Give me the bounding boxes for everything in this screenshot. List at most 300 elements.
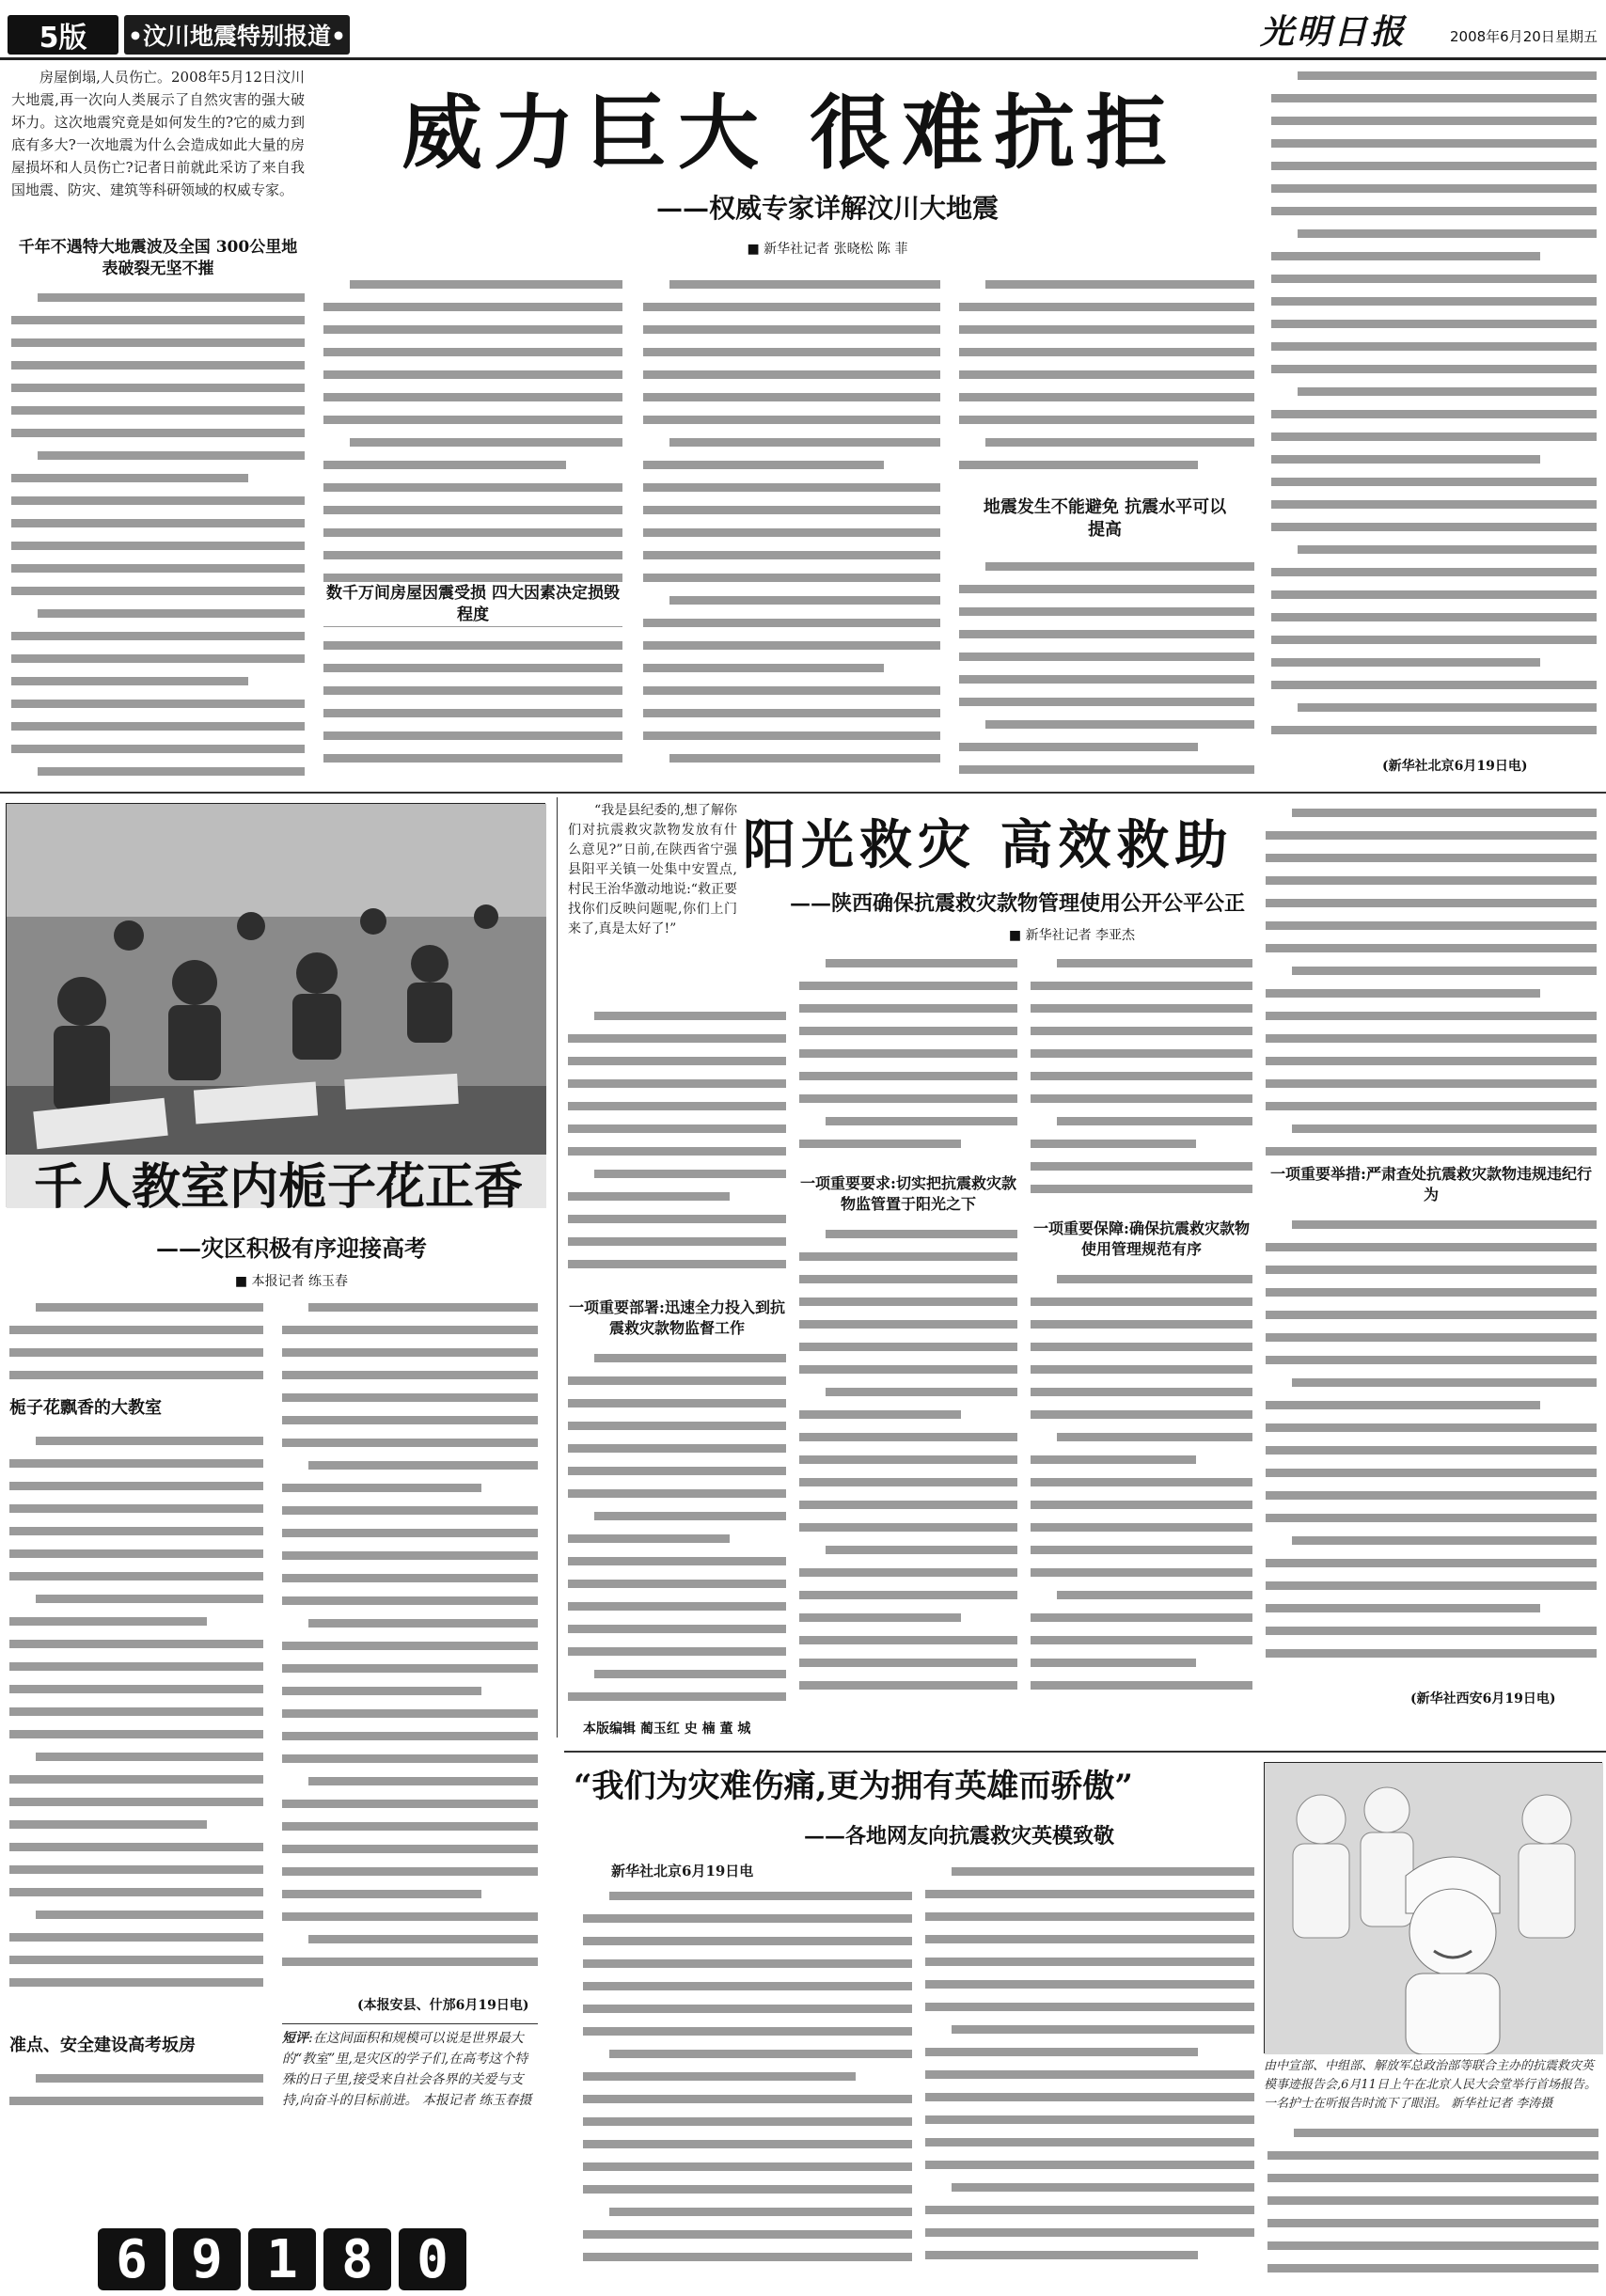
text-line (1031, 1109, 1252, 1132)
text-line (959, 453, 1254, 476)
article-2-intro-text: “我是县纪委的,想了解你们对抗震救灾款物发放有什么意见?”日前,在陕西省宁强县阳平关镇一处集中安置点,村民王治华激动地说:“救正要找你们反映问题呢,你们上门来了,真是太好了!” (568, 803, 737, 936)
text-line (568, 1252, 786, 1275)
text-line (9, 1700, 263, 1722)
text-line (959, 408, 1254, 431)
text-line (9, 1587, 263, 1610)
text-line (568, 1685, 786, 1707)
text-line (568, 1207, 786, 1230)
text-lines (799, 1222, 1017, 1696)
text-line (1031, 1606, 1252, 1628)
text-line (323, 295, 622, 318)
article-4 (564, 1756, 1606, 2296)
text-line (568, 1140, 786, 1162)
text-line (9, 1790, 263, 1813)
text-line (1031, 1516, 1252, 1538)
text-line (799, 1064, 1017, 1087)
text-line (1271, 628, 1597, 651)
text-line (9, 1745, 263, 1768)
text-line (959, 622, 1254, 645)
text-line (799, 1109, 1017, 1132)
serial-digit: 9 (173, 2228, 241, 2290)
text-line (568, 1617, 786, 1640)
text-line (568, 1117, 786, 1140)
text-line (643, 724, 940, 747)
text-line (282, 1431, 538, 1454)
text-line (1031, 1561, 1252, 1583)
text-line (643, 656, 940, 679)
text-line (799, 1538, 1017, 1561)
text-line (568, 1527, 786, 1549)
article-1-column-5 (1271, 64, 1597, 750)
text-line (799, 1493, 1017, 1516)
issue-weekday: 星期五 (1555, 28, 1598, 45)
text-line (1031, 1155, 1252, 1177)
text-line (1271, 673, 1597, 696)
text-line (643, 408, 940, 431)
text-line (959, 735, 1254, 758)
text-line (9, 1296, 263, 1318)
text-line (9, 1677, 263, 1700)
text-line (1271, 380, 1597, 402)
text-line (568, 1662, 786, 1685)
text-line (1031, 1019, 1252, 1042)
nurse-photo (1264, 1762, 1602, 2053)
text-line (583, 1929, 912, 1952)
text-line (799, 1403, 1017, 1425)
text-line (583, 1907, 912, 1929)
text-line (1031, 1448, 1252, 1470)
text-lines (9, 1429, 263, 1993)
article-3-closing: (本报安县、什邡6月19日电) (357, 1998, 529, 2013)
text-line (282, 1341, 538, 1363)
text-lines (959, 555, 1254, 780)
text-line (1271, 199, 1597, 222)
serial-digit: 0 (399, 2228, 466, 2290)
text-line (643, 679, 940, 701)
article-4-photo-caption (1264, 2057, 1602, 2117)
text-lines (1271, 64, 1597, 741)
serial-digit: 6 (98, 2228, 165, 2290)
text-line (1266, 1642, 1597, 1664)
text-line (959, 318, 1254, 340)
article-2-headline: 阳光救灾 高效救助 (743, 814, 1234, 876)
text-line (568, 1459, 786, 1482)
text-line (925, 2108, 1254, 2131)
text-line (643, 340, 940, 363)
text-line (959, 431, 1254, 453)
text-line (1031, 1538, 1252, 1561)
text-line (1266, 1371, 1597, 1393)
text-line (959, 668, 1254, 690)
text-line (643, 453, 940, 476)
text-line (9, 1363, 263, 1386)
article-1-column-4 (959, 273, 1254, 491)
text-line (799, 1019, 1017, 1042)
text-line (1266, 1393, 1597, 1416)
text-line (1267, 2121, 1598, 2144)
text-line (643, 747, 940, 769)
text-line (1266, 891, 1597, 914)
text-line (323, 318, 622, 340)
text-line (1266, 1049, 1597, 1072)
text-line (1266, 1439, 1597, 1461)
text-line (568, 1004, 786, 1027)
text-line (1271, 651, 1597, 673)
article-2-intro (568, 801, 737, 999)
text-line (1271, 64, 1597, 86)
text-line (568, 1595, 786, 1617)
text-line (1266, 1281, 1597, 1303)
text-line (583, 2065, 912, 2087)
text-line (1266, 801, 1597, 824)
text-line (925, 1995, 1254, 2018)
serial-digit: 8 (323, 2228, 391, 2290)
text-line (1271, 538, 1597, 560)
text-line (9, 1835, 263, 1858)
text-line (799, 1042, 1017, 1064)
text-line (9, 1880, 263, 1903)
text-line (568, 1094, 786, 1117)
text-line (643, 521, 940, 543)
text-lines (568, 1346, 786, 1707)
text-line (1031, 974, 1252, 997)
text-line (11, 331, 305, 354)
article-1-column-3 (643, 273, 940, 784)
photo-credit: 新华社记者 李涛摄 (1451, 2097, 1553, 2111)
text-line (1031, 1425, 1252, 1448)
text-line (643, 634, 940, 656)
article-3-subheadline: ——灾区积极有序迎接高考 (156, 1234, 427, 1262)
text-line (1267, 2257, 1598, 2279)
text-line (799, 1267, 1017, 1290)
article-3-sidenote: 短评:在这间面积和规模可以说是世界最大的“教室”里,是灾区的学子们,在高考这个特殊的日子里,接受来自社会各界的关爱与支持,向奋斗的目标前进。 本报记者 练玉春摄 (282, 2023, 538, 2117)
article-2-column-3 (1031, 951, 1252, 1217)
text-line (1271, 335, 1597, 357)
text-line (799, 1380, 1017, 1403)
text-line (1266, 824, 1597, 846)
text-line (1266, 1506, 1597, 1529)
text-line (799, 1087, 1017, 1109)
text-line (568, 1346, 786, 1369)
text-line (323, 498, 622, 521)
text-line (282, 1589, 538, 1612)
article-3-subhead-1: 栀子花飘香的大教室 (9, 1398, 162, 1418)
masthead (0, 0, 1606, 60)
text-line (568, 1640, 786, 1662)
text-line (925, 2018, 1254, 2040)
article-2-column-1 (568, 1004, 786, 1296)
section-divider (0, 792, 1606, 794)
text-line (282, 1634, 538, 1657)
section-divider (564, 1751, 1606, 1753)
text-line (1271, 470, 1597, 493)
text-line (799, 1674, 1017, 1696)
text-line (799, 1313, 1017, 1335)
article-3-byline: ■ 本报记者 练玉春 (234, 1274, 349, 1289)
text-line (583, 2110, 912, 2132)
text-line (323, 340, 622, 363)
text-line (925, 1950, 1254, 1973)
text-line (1266, 1484, 1597, 1506)
article-3-column-2 (282, 1296, 538, 1991)
text-line (282, 1566, 538, 1589)
text-lines (9, 1296, 263, 1386)
text-line (1266, 1235, 1597, 1258)
text-line (643, 543, 940, 566)
column-divider (557, 797, 558, 1738)
text-line (11, 579, 305, 602)
text-line (1031, 1583, 1252, 1606)
article-1-column-1 (11, 286, 305, 782)
text-line (568, 1049, 786, 1072)
nurse-illustration (1265, 1763, 1603, 2054)
article-1-column-2b (323, 634, 622, 784)
text-line (323, 679, 622, 701)
text-line (11, 692, 305, 715)
paper-logo: 光明日报 (1260, 12, 1408, 52)
text-lines (643, 273, 940, 769)
text-line (1031, 1470, 1252, 1493)
text-line (959, 273, 1254, 295)
text-line (1031, 1064, 1252, 1087)
text-line (799, 1583, 1017, 1606)
text-line (568, 1437, 786, 1459)
text-line (282, 1702, 538, 1724)
text-line (1271, 560, 1597, 583)
text-line (1031, 1042, 1252, 1064)
article-1-subheadline: ——权威专家详解汶川大地震 (655, 193, 999, 224)
text-lines (1031, 951, 1252, 1200)
text-line (1031, 1380, 1252, 1403)
text-line (583, 2245, 912, 2268)
article-1-intro-text: 房屋倒塌,人员伤亡。2008年5月12日汶川大地震,再一次向人类展示了自然灾害的强大破坏力。这次地震究竟是如何发生的?它的威力到底有多大?一次地震为什么会造成如此大量的房屋损坏和人员伤亡?记者日前就此采访了来自我国地震、防灾、建筑等科研领域的权威专家。 (11, 69, 305, 198)
text-line (643, 385, 940, 408)
text-line (1266, 1004, 1597, 1027)
text-line (925, 1882, 1254, 1905)
text-lines (323, 634, 622, 769)
text-line (925, 2063, 1254, 2085)
text-line (959, 340, 1254, 363)
text-line (323, 543, 622, 566)
text-line (323, 656, 622, 679)
text-line (1271, 86, 1597, 109)
text-line (643, 589, 940, 611)
text-line (282, 1386, 538, 1408)
text-line (9, 1722, 263, 1745)
sidenote-label: 短评 (282, 2031, 308, 2046)
text-lines (1266, 1213, 1597, 1664)
text-line (568, 1162, 786, 1185)
text-line (11, 376, 305, 399)
text-line (643, 295, 940, 318)
text-line (9, 2089, 263, 2112)
text-line (799, 1606, 1017, 1628)
text-line (643, 498, 940, 521)
text-line (583, 1884, 912, 1907)
text-line (583, 2200, 912, 2223)
text-line (1266, 982, 1597, 1004)
text-line (9, 1474, 263, 1497)
text-line (9, 1519, 263, 1542)
text-line (959, 758, 1254, 780)
text-line (282, 1905, 538, 1927)
text-line (11, 715, 305, 737)
text-line (1271, 177, 1597, 199)
article-2-closing: (新华社西安6月19日电) (1410, 1691, 1556, 1706)
text-lines (568, 1004, 786, 1275)
text-line (643, 431, 940, 453)
text-line (9, 1429, 263, 1452)
text-line (9, 1655, 263, 1677)
text-line (11, 602, 305, 624)
article-1 (0, 64, 1606, 788)
text-line (11, 669, 305, 692)
issue-serial-number (98, 2228, 474, 2290)
sidenote-text: 在这间面积和规模可以说是世界最大的“教室”里,是灾区的学子们,在高考这个特殊的日子里,接受来自社会各界的关爱与支持,向奋斗的目标前进。 (282, 2031, 528, 2108)
text-line (643, 611, 940, 634)
text-line (1271, 583, 1597, 605)
article-4-headline: “我们为灾难伤痛,更为拥有英雄而骄傲” (574, 1768, 1133, 1805)
text-line (925, 1860, 1254, 1882)
article-2-column-4b (1266, 1213, 1597, 1683)
text-line (1031, 1177, 1252, 1200)
text-line (323, 701, 622, 724)
text-line (799, 1651, 1017, 1674)
text-line (1266, 1094, 1597, 1117)
text-line (1271, 402, 1597, 425)
text-line (799, 1222, 1017, 1245)
text-line (925, 1905, 1254, 1927)
text-line (1267, 2166, 1598, 2189)
text-line (282, 1363, 538, 1386)
text-line (1266, 1596, 1597, 1619)
text-line (583, 1952, 912, 1974)
article-2-editor: 本版编辑 蔺玉红 史 楠 董 城 (583, 1722, 751, 1737)
text-line (282, 1499, 538, 1521)
text-line (583, 2087, 912, 2110)
text-line (282, 1454, 538, 1476)
text-line (925, 2198, 1254, 2221)
text-line (1271, 515, 1597, 538)
text-line (282, 1679, 538, 1702)
text-line (799, 1561, 1017, 1583)
text-line (1271, 109, 1597, 132)
text-line (568, 1572, 786, 1595)
text-line (282, 1318, 538, 1341)
text-line (799, 1245, 1017, 1267)
text-line (282, 1521, 538, 1544)
text-line (11, 760, 305, 782)
text-line (1271, 448, 1597, 470)
text-line (1031, 1313, 1252, 1335)
text-line (799, 997, 1017, 1019)
text-lines (11, 286, 305, 782)
sidenote-byline: 本报记者 练玉春摄 (421, 2093, 532, 2108)
text-line (323, 408, 622, 431)
text-line (1031, 951, 1252, 974)
text-line (1031, 1132, 1252, 1155)
text-line (568, 1027, 786, 1049)
serial-digit: 1 (248, 2228, 316, 2290)
text-line (323, 634, 622, 656)
text-line (1271, 244, 1597, 267)
text-line (1271, 222, 1597, 244)
text-line (1031, 1290, 1252, 1313)
article-1-closing: (新华社北京6月19日电) (1382, 759, 1528, 774)
text-line (1266, 846, 1597, 869)
text-line (9, 1971, 263, 1993)
text-line (1266, 1303, 1597, 1326)
text-line (1271, 267, 1597, 290)
text-line (643, 273, 940, 295)
text-line (11, 286, 305, 308)
text-line (9, 1768, 263, 1790)
article-2-subheadline: ——陕西确保抗震救灾款物管理使用公开公平公正 (790, 891, 1246, 916)
text-line (799, 1628, 1017, 1651)
text-line (1266, 1072, 1597, 1094)
text-line (959, 600, 1254, 622)
text-line (9, 1903, 263, 1926)
text-line (799, 1516, 1017, 1538)
article-4-subheadline: ——各地网友向抗震救灾英模致敬 (803, 1824, 1114, 1848)
text-line (282, 1657, 538, 1679)
text-line (799, 1358, 1017, 1380)
article-3-column-1 (9, 1296, 263, 1390)
text-line (11, 466, 305, 489)
article-1-subhead-1: 千年不遇特大地震波及全国 300公里地表破裂无坚不摧 (18, 238, 298, 278)
text-line (282, 1882, 538, 1905)
text-line (9, 1542, 263, 1565)
text-line (799, 1448, 1017, 1470)
text-line (959, 713, 1254, 735)
students-exam-photo (6, 803, 545, 1207)
text-line (959, 577, 1254, 600)
text-line (1271, 132, 1597, 154)
text-line (1031, 1358, 1252, 1380)
text-line (1031, 1403, 1252, 1425)
text-line (583, 2155, 912, 2178)
text-line (568, 1230, 786, 1252)
text-line (799, 951, 1017, 974)
article-2-subhead-4: 一项重要举措:严肃查处抗震救灾款物违规违纪行为 (1270, 1165, 1592, 1203)
text-line (323, 453, 622, 476)
text-line (9, 1565, 263, 1587)
article-4-column-2 (925, 1860, 1254, 2287)
article-3-column-1b (9, 1429, 263, 1993)
article-4-column-3 (1267, 2121, 1598, 2287)
text-lines (799, 951, 1017, 1155)
article-2-subhead-1: 一项重要部署:迅速全力投入到抗震救灾款物监督工作 (569, 1298, 785, 1337)
text-line (1266, 1140, 1597, 1162)
text-line (9, 2067, 263, 2089)
text-line (323, 363, 622, 385)
text-line (583, 2178, 912, 2200)
article-2-column-2 (799, 951, 1017, 1172)
text-line (1031, 1674, 1252, 1696)
article-2-subhead-2: 一项重要要求:切实把抗震救灾款物监管置于阳光之下 (800, 1174, 1016, 1213)
text-line (1271, 312, 1597, 335)
text-line (1266, 959, 1597, 982)
text-line (568, 1504, 786, 1527)
article-3-column-1c (9, 2067, 263, 2123)
text-line (282, 1296, 538, 1318)
text-line (1266, 1416, 1597, 1439)
text-line (1266, 1326, 1597, 1348)
text-line (282, 1792, 538, 1815)
text-line (1271, 493, 1597, 515)
text-line (643, 566, 940, 589)
text-line (1031, 1651, 1252, 1674)
